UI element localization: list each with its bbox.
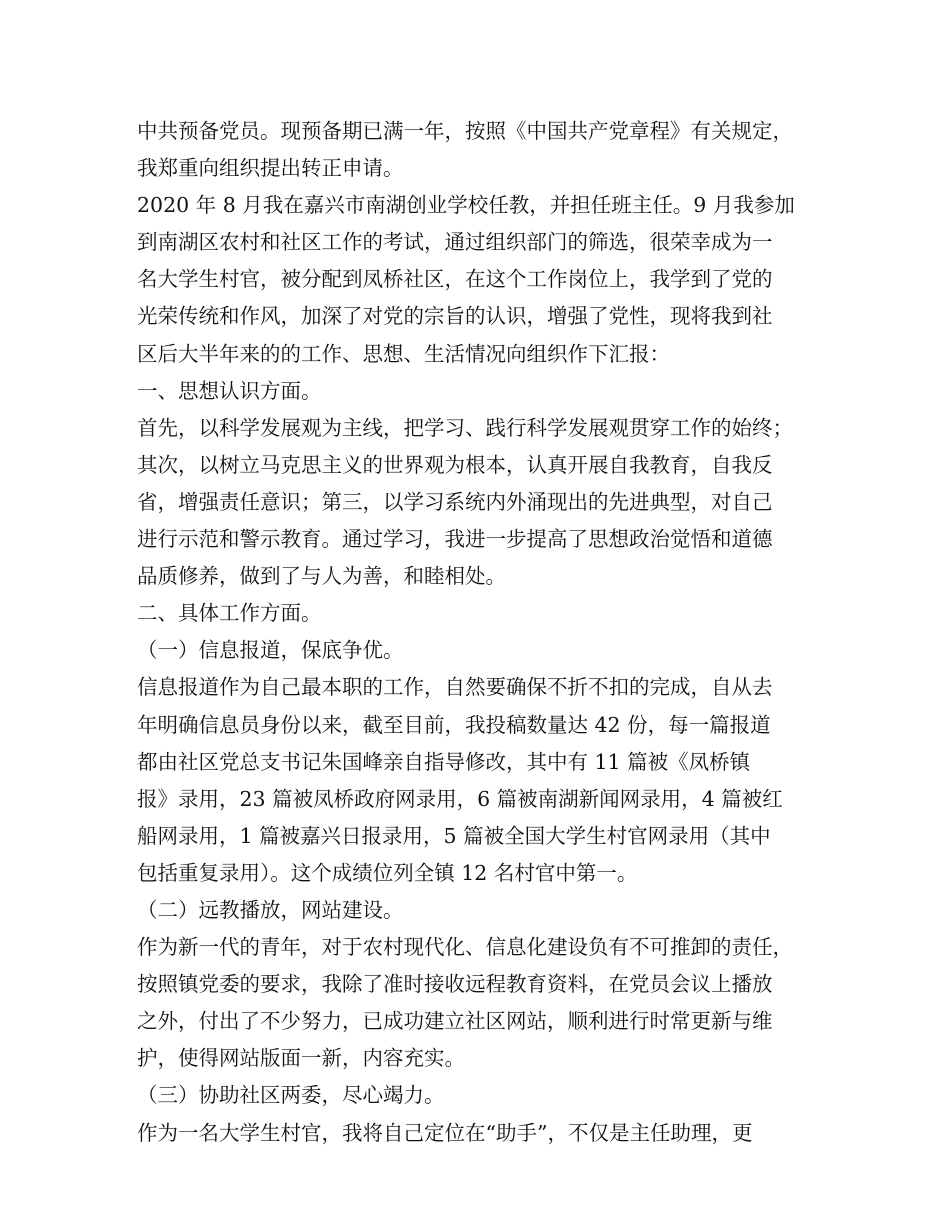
subsection-heading: （三）协助社区两委，尽心竭力。: [137, 1083, 445, 1108]
document-body: [137, 113, 827, 1152]
text-line: 品质修养，做到了与人为善，和睦相处。: [137, 564, 506, 589]
text-line: 信息报道作为自己最本职的工作，自然要确保不折不扣的完成，自从去: [137, 675, 773, 700]
text-line: 省，增强责任意识；第三，以学习系统内外涌现出的先进典型，对自己: [137, 489, 773, 514]
text-line: 区后大半年来的的工作、思想、生活情况向组织作下汇报：: [137, 341, 670, 366]
text-line: 作为一名大学生村官，我将自己定位在“助手”，不仅是主任助理，更: [137, 1120, 753, 1145]
text-line: 船网录用，1 篇被嘉兴日报录用，5 篇被全国大学生村官网录用（其中: [137, 823, 771, 848]
subsection-heading: （一）信息报道，保底争优。: [137, 638, 404, 663]
text-line: 之外，付出了不少努力，已成功建立社区网站，顺利进行时常更新与维: [137, 1009, 773, 1034]
text-line: 2020 年 8 月我在嘉兴市南湖创业学校任教，并担任班主任。9 月我参加: [137, 193, 795, 218]
section-heading: 一、思想认识方面。: [137, 378, 322, 403]
text-line: 我郑重向组织提出转正申请。: [137, 156, 404, 181]
text-line: 其次，以树立马克思主义的世界观为根本，认真开展自我教育，自我反: [137, 452, 773, 477]
text-line: 包括重复录用）。这个成绩位列全镇 12 名村官中第一。: [137, 860, 638, 885]
text-line: 报》录用，23 篇被凤桥政府网录用，6 篇被南湖新闻网录用，4 篇被红: [137, 786, 783, 811]
text-line: 都由社区党总支书记朱国峰亲自指导修改，其中有 11 篇被《凤桥镇: [137, 749, 751, 774]
text-line: 中共预备党员。现预备期已满一年，按照《中国共产党章程》有关规定，: [137, 119, 793, 143]
text-line: 进行示范和警示教育。通过学习，我进一步提高了思想政治觉悟和道德: [137, 527, 773, 552]
subsection-heading: （二）远教播放，网站建设。: [137, 897, 404, 922]
text-line: 按照镇党委的要求，我除了准时接收远程教育资料，在党员会议上播放: [137, 972, 773, 997]
section-heading: 二、具体工作方面。: [137, 601, 322, 626]
text-line: 名大学生村官，被分配到凤桥社区，在这个工作岗位上，我学到了党的: [137, 267, 773, 292]
text-line: 到南湖区农村和社区工作的考试，通过组织部门的筛选，很荣幸成为一: [137, 230, 773, 255]
text-line: 首先，以科学发展观为主线，把学习、践行科学发展观贯穿工作的始终；: [137, 415, 793, 440]
text-line: 作为新一代的青年，对于农村现代化、信息化建设负有不可推卸的责任，: [137, 935, 793, 960]
text-line: 年明确信息员身份以来，截至目前，我投稿数量达 42 份，每一篇报道: [137, 712, 771, 737]
text-line: 护，使得网站版面一新，内容充实。: [137, 1046, 465, 1071]
text-line: 光荣传统和作风，加深了对党的宗旨的认识，增强了党性，现将我到社: [137, 304, 773, 329]
